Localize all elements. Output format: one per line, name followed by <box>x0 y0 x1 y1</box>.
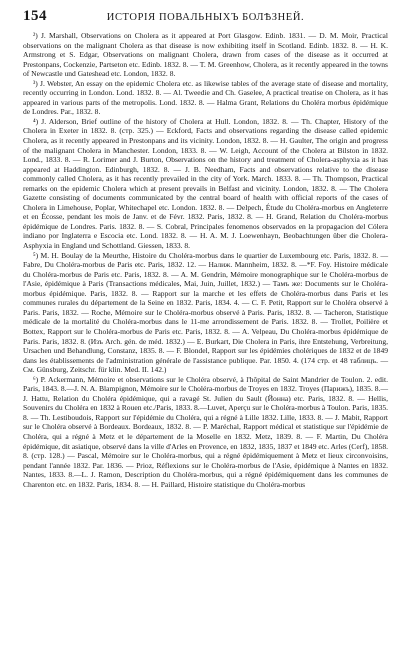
footnote-5: ⁵) M. H. Boulay de la Meurthe, Histoire du Choléra-morbus dans le quartier de Luxembourg etc. Paris, 1832. 8. —Fabre, Du Choléra-morbus de Paris etc. Paris, 1832. 12. — Налиж. Mannheim, 1832. 8. —*F. Foy. Histoire médicale du Choléra-morbus de Paris etc. Paris, 1832. 8. — A. M. Gendrin, Mémoire monographique sur le Choléra-morbus de l'Asie, épidémique à Paris (Transactions médicales, Mai, Juin, Juillet, 1832.) — Тамъ же: Documents sur le Choléra-morbus épidémique. Paris, 1832. 8. — Rapport sur la marche et les effets de Choléra-morbus dans Paris et les communes rurales du département de la Seine en 1832. Paris, 1834. 4. — C. F. Petit, Rapport sur le Choléra observé à Paris. Paris, 1832. — Roche, Mémoire sur le Choléra-morbus observé à Paris. Paris, 1832. 8. — Tacheron, Statistique médicale de la mortalité du Choléra-morbus dans le 11-me arrondissement de Paris. 1832. 8. — Trollet, Poilière et Bottex, Rapport sur le Choléra-morbus de Paris etc. Paris, 1832. 8. — A. Velpeau, Du Choléra-morbus épidémique de Paris. Paris, 1832. 8. (Изъ Arch. gén. de méd. 1832.) — E. Burkart, Die Cholera in Paris, ihre Entstehung, Verbreitung, Ursachen und Behandlung, Constanz, 1835. 8. — F. Blondel, Rapport sur les épidémies cholériques de 1832 et de 1849 dans les établissements de l'administration générale de l'assistance publique. Par. 1850. 4. (174 стр. et 48 таблицъ. — См. Günsburg, Zeitschr. für klin. Med. II. 142.) <box>23 250 388 375</box>
footnote-2: ²) J. Marshall, Observations on Cholera as it appeared at Port Glasgow. Edinb. 1831. — D. M. Moir, Practical observations on the malignant Cholera as that disease is now exhibiting itself in Scotland. Edinb. 1832. 8. — H. K. Armstrong et S. Edgar, Observations on malignant Cholera, drawn from cases of the disease as it occurred at Prestonpans, Cockenzie, Partseton etc. Edinb. 1832. 8. — T. M. Greenhow, Cholera, as it recently appeared in the towns of Newcastle und Gateshead etc. London, 1832. 8. <box>23 31 388 79</box>
page-header <box>23 8 388 28</box>
footnote-4: ⁴) J. Alderson, Brief outline of the history of Cholera at Hull. London, 1832. 8. — Th. Chapter, History of the Cholera in Exeter in 1832. 8. (стр. 325.) — Eckford, Facts and observations regarding the disease called epidemic Cholera, as it recently appeared in Prestonpans and its vicinity. London, 1832. 8. — H. Gaulter, The origin and progress of the malignant Cholera in Manchester. London, 1833. 8. — W. Leigh, Account of the Cholera at Bilston in 1832. Lond., 1833. 8. — R. Lorimer and J. Burton, Observations on the history and treatment of Cholera-asphyxia as it has appeared at Haddington. Edinburgh, 1832. 8. — J. B. Needham, Facts and observations relative to the disease commonly called Cholera, as it has recently prevailed in the city of York. March. 1833. 8. — Th. Thompson, Practical remarks on the epidemic Cholera which at present prevails in Belfast and vicinity. London, 1832. 8. — The Cholera Gazette consisting of documents communicated by the central board of health with official reports of the cases of Cholera in Limehouse, Poplar, Whitechapel etc. London. 1832. 8. — Delpech, Étude du Choléra-morbus en Angleterre et en Écosse, pendant les mois de Janv. et de Févr. 1832. Paris, 1832. 8. — H. Grand, Relation du Choléra-morbus épidémique de Londres. Paris. 1832. 8. — S. Cobral, Principales fenomenos observados en la propagacion del Cólera indiano por Inglaterra e Escocia etc. Lond. 1832. 8. — H. A. M. J. Loewenhayn, Beobachtungen über die Cholera-Asphyxia in England und Schottland. Giessen, 1833. 8. <box>23 116 388 251</box>
footnotes-block <box>23 31 388 489</box>
page-number: 154 <box>23 8 47 24</box>
footnote-6: ⁶) P. Ackermann, Mémoire et observations sur le Choléra observé, à l'hôpital de Saint Mandrier de Toulon. 2. edit. Paris, 1843. 8.—J. N. A. Blampignon, Mémoire sur le Choléra-morbus de Troyes en 1832. Troyes (Парижъ), 1835. 8.—J. Hattu, Relation du Choléra épidémique, qui a ravagé St. Julien du Sault (Йонна) etc. Paris, 1832. 8. — Hellis, Souvenirs du Choléra en 1832 à Rouen etc./Paris, 1833. 8.—Luvet, Aperçu sur le Choléra-morbus à Toulon. Paris, 1835. 8. — Th. Lestiboudois, Rapport sur l'épidémie du Choléra, qui a régné à Lille 1832. Lille, 1833. 8. — J. Mabit, Rapport sur le Choléra observé à Bordeaux. Bordeaux, 1832. 8. — P. Maréchal, Rapport médical et statistique sur l'épidémie de Choléra, qui a régné à Metz et le département de la Moselle en 1832. Metz, 1839. 8. — F. Martin, Du Choléra épidémique, dit asiatique, observé dans la ville d'Arles en Provence, en 1832, 1835, 1837 et 1849 etc. Arles (Cerf), 1858. 8. (стр. 128.) — Pascal, Mémoire sur le Choléra-morbus, qui a régné épidémiquement à Metz et lieux circonvoisins, pendant l'année 1832. Par. 1836. — Prioz, Réflexions sur le Choléra-morbus de l'Asie, épidémique à Nantes en 1832. Nantes, 1833. 8.—L. J. Ramon, Description du Choléra-morbus, qui a régné épidémiquement dans les communes de Charenton etc. en 1832. Paris, 1834. 8. — H. Paillard, Histoire statistique du Choléra-morbus <box>23 374 388 489</box>
footnote-3: ³) J. Webster, An essay on the epidemic Cholera etc. as likewise tables of the average state of disease and mortality, recently occurring in London. Lond. 1832. 8. — Al. Tweedie and Ch. Gaselee, A practical treatise on Cholera, as it has appeared in various parts of the metropolis. Lond. 1832. 8. — Halma Grant, Relations du Choléra morbus épidémique de Londres. Par., 1832. 8. <box>23 78 388 117</box>
running-title: ИСТОРІЯ ПОВАЛЬНЫХЪ БОЛѢЗНЕЙ. <box>106 12 305 23</box>
